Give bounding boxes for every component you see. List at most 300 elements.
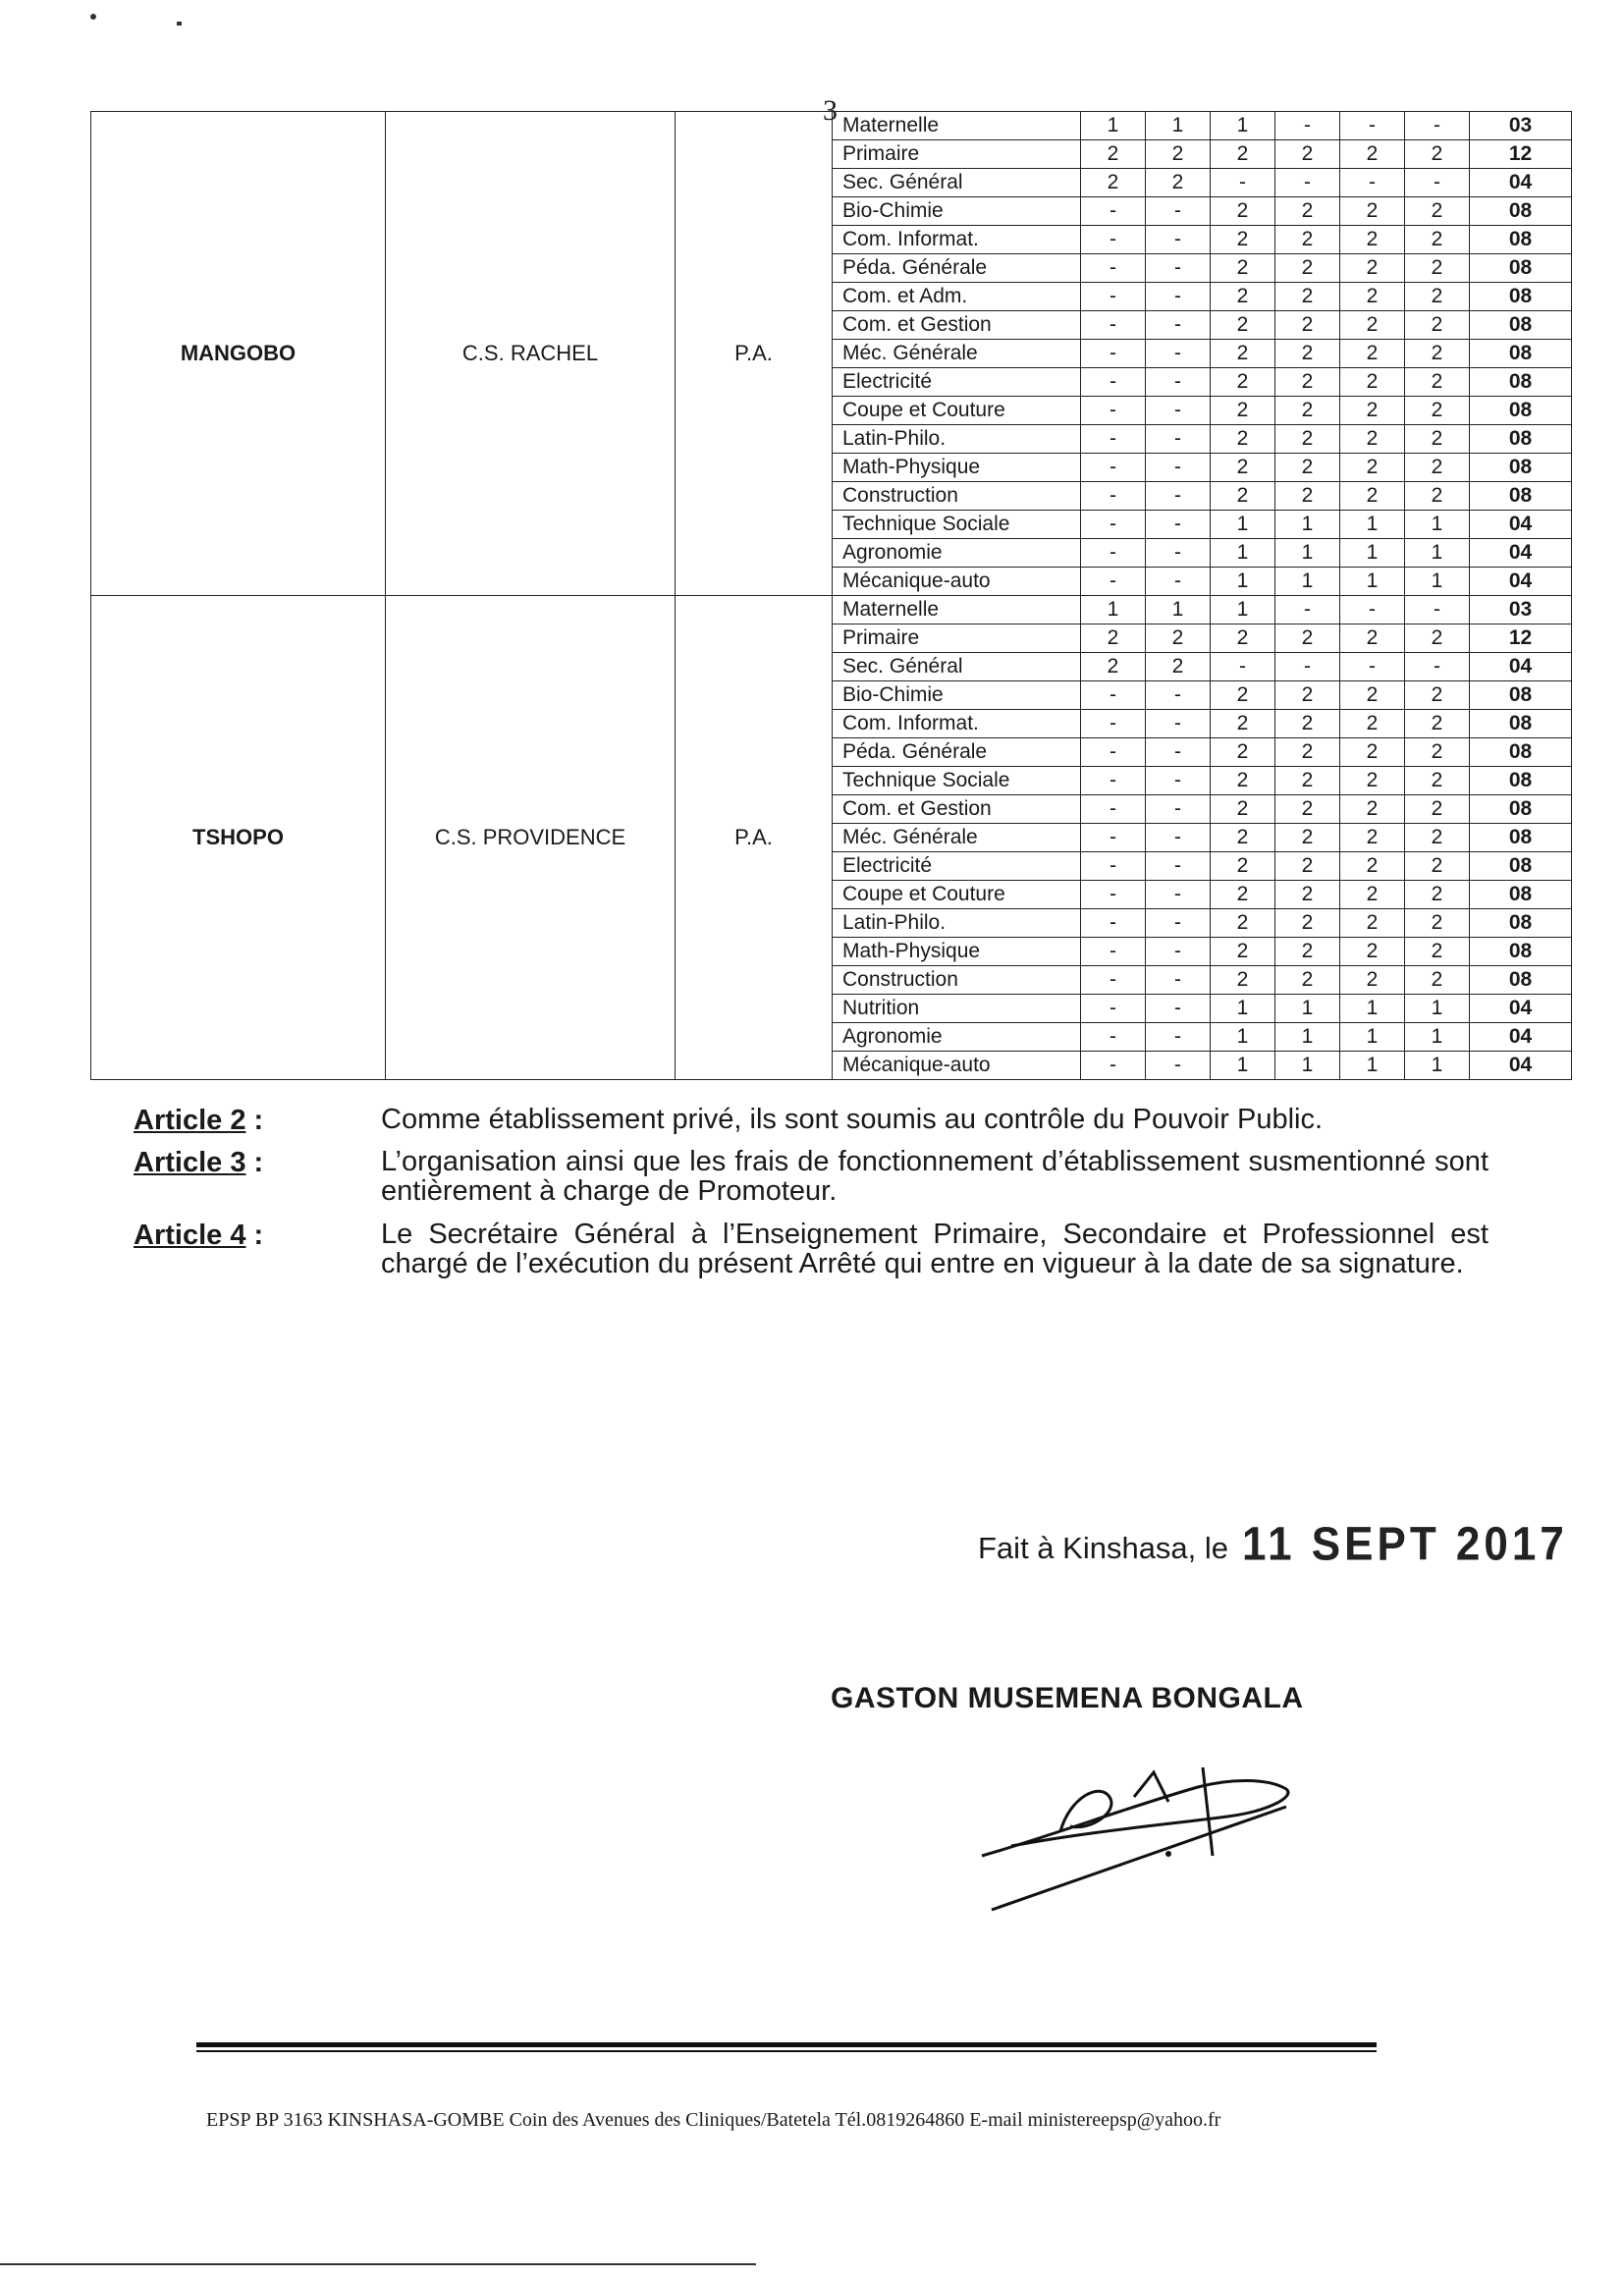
total-cell: 08 [1470, 482, 1572, 511]
class-count-cell: 1 [1340, 1023, 1405, 1052]
class-count-cell: 2 [1275, 710, 1340, 738]
class-count-cell: - [1081, 340, 1146, 368]
total-cell: 04 [1470, 169, 1572, 197]
table-row [91, 596, 1572, 624]
class-count-cell: 2 [1275, 681, 1340, 710]
class-count-cell: - [1405, 112, 1470, 140]
total-cell: 03 [1470, 596, 1572, 624]
class-count-cell: 2 [1275, 226, 1340, 254]
option-cell: Com. Informat. [833, 710, 1081, 738]
option-cell: Math-Physique [833, 454, 1081, 482]
class-count-cell: - [1405, 169, 1470, 197]
scan-mark [0, 2263, 756, 2265]
total-cell: 08 [1470, 795, 1572, 824]
footer-address: EPSP BP 3163 KINSHASA-GOMBE Coin des Avenues des Cliniques/Batetela Tél.0819264860 E-mail ministereepsp@yahoo.fr [206, 2109, 1221, 2131]
class-count-cell: 2 [1340, 140, 1405, 169]
option-cell: Maternelle [833, 596, 1081, 624]
total-cell: 12 [1470, 624, 1572, 653]
class-count-cell: - [1081, 368, 1146, 397]
class-count-cell: - [1081, 226, 1146, 254]
date-stamp: 11 SEPT 2017 [1242, 1517, 1568, 1571]
class-count-cell: - [1275, 596, 1340, 624]
class-count-cell: - [1146, 254, 1211, 283]
total-cell: 08 [1470, 767, 1572, 795]
class-count-cell: 2 [1275, 738, 1340, 767]
class-count-cell: - [1081, 311, 1146, 340]
class-count-cell: 2 [1275, 795, 1340, 824]
total-cell: 08 [1470, 824, 1572, 852]
class-count-cell: - [1146, 397, 1211, 425]
signature-image [972, 1738, 1306, 1915]
class-count-cell: 1 [1405, 539, 1470, 568]
class-count-cell: 2 [1275, 852, 1340, 881]
class-count-cell: - [1081, 938, 1146, 966]
option-cell: Mécanique-auto [833, 1052, 1081, 1080]
class-count-cell: 2 [1211, 710, 1275, 738]
option-cell: Mécanique-auto [833, 568, 1081, 596]
class-count-cell: 2 [1081, 169, 1146, 197]
class-count-cell: 2 [1275, 767, 1340, 795]
class-count-cell: 2 [1405, 795, 1470, 824]
class-count-cell: 2 [1340, 710, 1405, 738]
class-count-cell: - [1081, 197, 1146, 226]
class-count-cell: - [1081, 511, 1146, 539]
class-count-cell: - [1146, 938, 1211, 966]
class-count-cell: 2 [1405, 311, 1470, 340]
class-count-cell: 2 [1275, 938, 1340, 966]
class-count-cell: - [1081, 482, 1146, 511]
class-count-cell: - [1211, 653, 1275, 681]
total-cell: 08 [1470, 909, 1572, 938]
class-count-cell: - [1081, 881, 1146, 909]
total-cell: 08 [1470, 340, 1572, 368]
class-count-cell: 2 [1340, 340, 1405, 368]
total-cell: 08 [1470, 397, 1572, 425]
class-count-cell: 1 [1275, 511, 1340, 539]
class-count-cell: - [1146, 454, 1211, 482]
class-count-cell: 2 [1405, 340, 1470, 368]
class-count-cell: 2 [1211, 283, 1275, 311]
class-count-cell: 2 [1405, 767, 1470, 795]
class-count-cell: 2 [1275, 425, 1340, 454]
class-count-cell: - [1081, 738, 1146, 767]
class-count-cell: 2 [1340, 738, 1405, 767]
total-cell: 04 [1470, 568, 1572, 596]
class-count-cell: 2 [1340, 966, 1405, 995]
total-cell: 12 [1470, 140, 1572, 169]
class-count-cell: 1 [1081, 112, 1146, 140]
total-cell: 08 [1470, 197, 1572, 226]
class-count-cell: - [1081, 425, 1146, 454]
option-cell: Agronomie [833, 1023, 1081, 1052]
footer-rule [196, 2042, 1377, 2050]
class-count-cell: 2 [1405, 482, 1470, 511]
article-4-label: Article 4 [134, 1220, 246, 1251]
class-count-cell: 2 [1275, 482, 1340, 511]
class-count-cell: 2 [1211, 767, 1275, 795]
article-2: Article 2 : Comme établissement privé, ils sont soumis au contrôle du Pouvoir Public. [134, 1105, 1489, 1137]
class-count-cell: 2 [1405, 454, 1470, 482]
class-count-cell: 2 [1211, 881, 1275, 909]
option-cell: Math-Physique [833, 938, 1081, 966]
total-cell: 04 [1470, 1023, 1572, 1052]
option-cell: Technique Sociale [833, 511, 1081, 539]
class-count-cell: 2 [1340, 681, 1405, 710]
class-count-cell: - [1081, 852, 1146, 881]
class-count-cell: 2 [1405, 140, 1470, 169]
total-cell: 04 [1470, 653, 1572, 681]
class-count-cell: 2 [1405, 226, 1470, 254]
class-count-cell: 2 [1211, 824, 1275, 852]
option-cell: Technique Sociale [833, 767, 1081, 795]
class-count-cell: 1 [1211, 539, 1275, 568]
class-count-cell: - [1146, 368, 1211, 397]
class-count-cell: 2 [1340, 767, 1405, 795]
class-count-cell: 2 [1275, 454, 1340, 482]
option-cell: Péda. Générale [833, 738, 1081, 767]
class-count-cell: 2 [1211, 852, 1275, 881]
class-count-cell: - [1081, 283, 1146, 311]
option-cell: Sec. Général [833, 653, 1081, 681]
class-count-cell: - [1211, 169, 1275, 197]
articles-section [134, 1105, 1489, 1288]
article-4: Article 4 : Le Secrétaire Général à l’Enseignement Primaire, Secondaire et Professionnel est chargé de l’exécution du présent Arrêté qui entre en vigueur à la date de sa signature. [134, 1219, 1489, 1279]
option-cell: Com. et Gestion [833, 795, 1081, 824]
class-count-cell: - [1146, 539, 1211, 568]
option-cell: Primaire [833, 624, 1081, 653]
class-count-cell: 1 [1275, 539, 1340, 568]
article-3-label: Article 3 [134, 1147, 246, 1178]
total-cell: 08 [1470, 283, 1572, 311]
total-cell: 03 [1470, 112, 1572, 140]
class-count-cell: - [1146, 311, 1211, 340]
class-count-cell: 2 [1211, 425, 1275, 454]
class-count-cell: - [1081, 710, 1146, 738]
class-count-cell: 2 [1340, 938, 1405, 966]
class-count-cell: 2 [1340, 311, 1405, 340]
class-count-cell: 2 [1211, 624, 1275, 653]
option-cell: Coupe et Couture [833, 881, 1081, 909]
class-count-cell: - [1340, 653, 1405, 681]
class-count-cell: 1 [1340, 539, 1405, 568]
article-3-text: L’organisation ainsi que les frais de fonctionnement d’établissement susmentionné sont entièrement à charge de Promoteur. [381, 1146, 1489, 1207]
total-cell: 08 [1470, 966, 1572, 995]
class-count-cell: 1 [1405, 1052, 1470, 1080]
class-count-cell: - [1146, 197, 1211, 226]
class-count-cell: 2 [1275, 368, 1340, 397]
class-count-cell: 2 [1211, 454, 1275, 482]
class-count-cell: 2 [1146, 653, 1211, 681]
class-count-cell: 2 [1146, 624, 1211, 653]
place-date-prefix: Fait à Kinshasa, le [978, 1531, 1229, 1565]
class-count-cell: 1 [1211, 1023, 1275, 1052]
total-cell: 08 [1470, 710, 1572, 738]
province-cell: MANGOBO [91, 112, 386, 596]
class-count-cell: 1 [1275, 1023, 1340, 1052]
class-count-cell: 2 [1275, 311, 1340, 340]
option-cell: Primaire [833, 140, 1081, 169]
article-2-label: Article 2 [134, 1105, 246, 1136]
class-count-cell: 2 [1275, 140, 1340, 169]
total-cell: 04 [1470, 1052, 1572, 1080]
option-cell: Péda. Générale [833, 254, 1081, 283]
class-count-cell: 1 [1340, 1052, 1405, 1080]
option-cell: Construction [833, 482, 1081, 511]
option-cell: Bio-Chimie [833, 197, 1081, 226]
class-count-cell: - [1146, 340, 1211, 368]
option-cell: Com. et Adm. [833, 283, 1081, 311]
option-cell: Méc. Générale [833, 340, 1081, 368]
class-count-cell: 2 [1211, 966, 1275, 995]
class-count-cell: - [1081, 1052, 1146, 1080]
scan-mark [177, 22, 182, 26]
class-count-cell: 1 [1146, 596, 1211, 624]
option-cell: Méc. Générale [833, 824, 1081, 852]
class-count-cell: 2 [1405, 909, 1470, 938]
class-count-cell: 2 [1340, 824, 1405, 852]
class-count-cell: - [1275, 112, 1340, 140]
class-count-cell: - [1146, 511, 1211, 539]
regime-cell: P.A. [676, 596, 833, 1080]
class-count-cell: - [1146, 425, 1211, 454]
article-2-text: Comme établissement privé, ils sont soumis au contrôle du Pouvoir Public. [381, 1104, 1324, 1135]
class-count-cell: 2 [1405, 624, 1470, 653]
class-count-cell: 2 [1340, 482, 1405, 511]
schools-table [90, 111, 1571, 1080]
total-cell: 08 [1470, 454, 1572, 482]
total-cell: 04 [1470, 539, 1572, 568]
option-cell: Com. Informat. [833, 226, 1081, 254]
class-count-cell: - [1146, 226, 1211, 254]
class-count-cell: 1 [1081, 596, 1146, 624]
option-cell: Electricité [833, 852, 1081, 881]
class-count-cell: 2 [1340, 624, 1405, 653]
class-count-cell: 2 [1340, 795, 1405, 824]
class-count-cell: 1 [1211, 568, 1275, 596]
class-count-cell: 1 [1211, 596, 1275, 624]
class-count-cell: 2 [1211, 795, 1275, 824]
class-count-cell: - [1275, 653, 1340, 681]
class-count-cell: 2 [1405, 938, 1470, 966]
class-count-cell: 2 [1405, 824, 1470, 852]
class-count-cell: - [1275, 169, 1340, 197]
class-count-cell: - [1146, 995, 1211, 1023]
class-count-cell: 1 [1405, 511, 1470, 539]
class-count-cell: 2 [1340, 454, 1405, 482]
class-count-cell: 2 [1340, 254, 1405, 283]
class-count-cell: 2 [1211, 397, 1275, 425]
class-count-cell: 2 [1146, 169, 1211, 197]
class-count-cell: 2 [1275, 197, 1340, 226]
option-cell: Agronomie [833, 539, 1081, 568]
class-count-cell: - [1405, 596, 1470, 624]
option-cell: Com. et Gestion [833, 311, 1081, 340]
option-cell: Nutrition [833, 995, 1081, 1023]
total-cell: 08 [1470, 425, 1572, 454]
class-count-cell: 2 [1081, 653, 1146, 681]
class-count-cell: 2 [1340, 425, 1405, 454]
option-cell: Sec. Général [833, 169, 1081, 197]
class-count-cell: - [1081, 909, 1146, 938]
option-cell: Construction [833, 966, 1081, 995]
class-count-cell: 2 [1340, 197, 1405, 226]
class-count-cell: 2 [1405, 197, 1470, 226]
class-count-cell: - [1146, 966, 1211, 995]
class-count-cell: 2 [1275, 909, 1340, 938]
class-count-cell: 2 [1275, 881, 1340, 909]
class-count-cell: 2 [1340, 881, 1405, 909]
class-count-cell: 2 [1340, 368, 1405, 397]
class-count-cell: - [1081, 966, 1146, 995]
class-count-cell: 2 [1211, 140, 1275, 169]
class-count-cell: - [1340, 596, 1405, 624]
total-cell: 04 [1470, 511, 1572, 539]
class-count-cell: 2 [1211, 368, 1275, 397]
total-cell: 08 [1470, 226, 1572, 254]
class-count-cell: 1 [1340, 511, 1405, 539]
class-count-cell: 2 [1405, 710, 1470, 738]
class-count-cell: - [1081, 795, 1146, 824]
option-cell: Maternelle [833, 112, 1081, 140]
class-count-cell: - [1405, 653, 1470, 681]
class-count-cell: 2 [1340, 909, 1405, 938]
class-count-cell: 2 [1405, 966, 1470, 995]
class-count-cell: 2 [1340, 397, 1405, 425]
class-count-cell: 2 [1405, 283, 1470, 311]
class-count-cell: 1 [1211, 112, 1275, 140]
class-count-cell: 2 [1340, 852, 1405, 881]
class-count-cell: - [1146, 1052, 1211, 1080]
option-cell: Latin-Philo. [833, 425, 1081, 454]
total-cell: 08 [1470, 681, 1572, 710]
class-count-cell: - [1146, 795, 1211, 824]
class-count-cell: 2 [1275, 624, 1340, 653]
class-count-cell: - [1146, 824, 1211, 852]
class-count-cell: 2 [1081, 624, 1146, 653]
class-count-cell: 1 [1340, 995, 1405, 1023]
class-count-cell: 1 [1340, 568, 1405, 596]
class-count-cell: - [1081, 454, 1146, 482]
class-count-cell: 2 [1275, 397, 1340, 425]
total-cell: 08 [1470, 938, 1572, 966]
province-cell: TSHOPO [91, 596, 386, 1080]
class-count-cell: - [1146, 1023, 1211, 1052]
class-count-cell: 1 [1405, 1023, 1470, 1052]
class-count-cell: 2 [1211, 681, 1275, 710]
class-count-cell: - [1081, 824, 1146, 852]
class-count-cell: - [1146, 738, 1211, 767]
class-count-cell: 2 [1211, 226, 1275, 254]
class-count-cell: - [1146, 767, 1211, 795]
class-count-cell: 2 [1211, 482, 1275, 511]
class-count-cell: 2 [1211, 254, 1275, 283]
class-count-cell: 2 [1405, 368, 1470, 397]
class-count-cell: 2 [1405, 681, 1470, 710]
class-count-cell: 1 [1211, 995, 1275, 1023]
option-cell: Electricité [833, 368, 1081, 397]
class-count-cell: 2 [1275, 966, 1340, 995]
class-count-cell: 2 [1340, 226, 1405, 254]
class-count-cell: - [1146, 710, 1211, 738]
class-count-cell: 2 [1340, 283, 1405, 311]
school-cell: C.S. RACHEL [386, 112, 676, 596]
total-cell: 08 [1470, 254, 1572, 283]
place-date [978, 1517, 1568, 1571]
class-count-cell: - [1081, 539, 1146, 568]
class-count-cell: 1 [1275, 1052, 1340, 1080]
class-count-cell: 2 [1405, 425, 1470, 454]
class-count-cell: 2 [1211, 738, 1275, 767]
class-count-cell: - [1146, 283, 1211, 311]
class-count-cell: - [1146, 852, 1211, 881]
class-count-cell: 2 [1211, 938, 1275, 966]
total-cell: 08 [1470, 881, 1572, 909]
class-count-cell: 2 [1405, 397, 1470, 425]
signer-name: GASTON MUSEMENA BONGALA [831, 1682, 1304, 1714]
class-count-cell: 2 [1275, 340, 1340, 368]
total-cell: 04 [1470, 995, 1572, 1023]
class-count-cell: 1 [1275, 995, 1340, 1023]
class-count-cell: 2 [1405, 254, 1470, 283]
class-count-cell: - [1146, 881, 1211, 909]
class-count-cell: - [1146, 482, 1211, 511]
page-number: 3 [823, 94, 838, 127]
class-count-cell: - [1081, 767, 1146, 795]
option-cell: Bio-Chimie [833, 681, 1081, 710]
class-count-cell: 1 [1275, 568, 1340, 596]
class-count-cell: 1 [1405, 995, 1470, 1023]
class-count-cell: - [1081, 568, 1146, 596]
class-count-cell: 2 [1211, 909, 1275, 938]
scan-mark [90, 14, 96, 20]
table-row [91, 112, 1572, 140]
option-cell: Coupe et Couture [833, 397, 1081, 425]
class-count-cell: - [1340, 169, 1405, 197]
article-3: Article 3 : L’organisation ainsi que les frais de fonctionnement d’établissement susmentionné sont entièrement à charge de Promoteur. [134, 1146, 1489, 1207]
class-count-cell: 2 [1275, 824, 1340, 852]
class-count-cell: 2 [1211, 340, 1275, 368]
regime-cell: P.A. [676, 112, 833, 596]
class-count-cell: 1 [1405, 568, 1470, 596]
class-count-cell: - [1081, 397, 1146, 425]
class-count-cell: 2 [1211, 197, 1275, 226]
class-count-cell: - [1081, 254, 1146, 283]
class-count-cell: - [1146, 909, 1211, 938]
class-count-cell: 2 [1211, 311, 1275, 340]
class-count-cell: - [1081, 995, 1146, 1023]
class-count-cell: 2 [1275, 254, 1340, 283]
class-count-cell: 2 [1405, 852, 1470, 881]
class-count-cell: - [1146, 681, 1211, 710]
class-count-cell: 2 [1081, 140, 1146, 169]
total-cell: 08 [1470, 368, 1572, 397]
class-count-cell: 1 [1146, 112, 1211, 140]
class-count-cell: - [1340, 112, 1405, 140]
class-count-cell: 2 [1275, 283, 1340, 311]
class-count-cell: 1 [1211, 1052, 1275, 1080]
class-count-cell: - [1146, 568, 1211, 596]
option-cell: Latin-Philo. [833, 909, 1081, 938]
total-cell: 08 [1470, 311, 1572, 340]
article-4-text: Le Secrétaire Général à l’Enseignement Primaire, Secondaire et Professionnel est chargé de l’exécution du présent Arrêté qui entre en vigueur à la date de sa signature. [381, 1219, 1489, 1279]
class-count-cell: 2 [1405, 881, 1470, 909]
school-cell: C.S. PROVIDENCE [386, 596, 676, 1080]
class-count-cell: - [1081, 681, 1146, 710]
class-count-cell: 2 [1405, 738, 1470, 767]
total-cell: 08 [1470, 852, 1572, 881]
class-count-cell: - [1081, 1023, 1146, 1052]
class-count-cell: 2 [1146, 140, 1211, 169]
